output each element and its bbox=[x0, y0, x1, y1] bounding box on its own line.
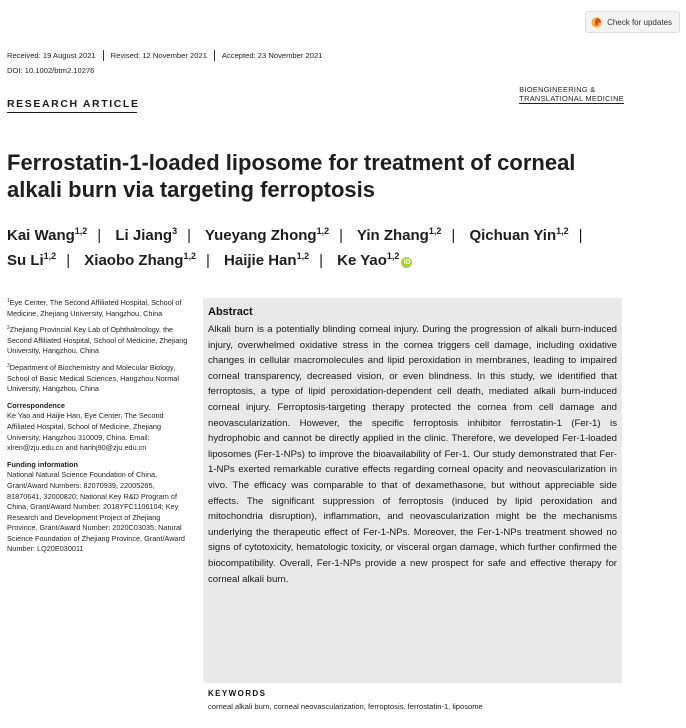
journal-name-line1: BIOENGINEERING & bbox=[519, 85, 596, 94]
author-list: Kai Wang$^{1,2}$ | Li Jiang$^3$ | Yueyang Zhong$^{1,2}$ | Yin Zhang$^{1,2}$ | Qichuan Yin$^{1,2}$ | Su Li$^{1,2}$ | Xiaobo Zhang$^{1,2}$ | Haijie Han$^{1,2}$ | Ke Yao$^{1,2}$iD bbox=[7, 226, 583, 269]
article-title: Ferrostatin-1-loaded liposome for treatment of corneal alkali burn via targeting ferroptosis bbox=[7, 150, 576, 202]
doi[interactable]: DOI: 10.1002/btm2.10276 bbox=[7, 66, 95, 75]
author[interactable]: Su Li$^{1,2}$ bbox=[7, 251, 57, 269]
affiliation: $^3$Department of Biochemistry and Molecular Biology, School of Basic Medical Sciences, Hangzhou Normal University, Hangzhou, China bbox=[7, 362, 179, 394]
funding-heading: Funding information bbox=[7, 459, 78, 469]
article-type-rule bbox=[7, 112, 137, 113]
divider bbox=[103, 50, 104, 61]
journal-logo bbox=[519, 86, 624, 104]
divider bbox=[214, 50, 215, 61]
author[interactable]: Xiaobo Zhang$^{1,2}$ bbox=[84, 251, 196, 269]
author[interactable]: Qichuan Yin$^{1,2}$ bbox=[469, 226, 569, 244]
author[interactable]: Kai Wang$^{1,2}$ bbox=[7, 226, 88, 244]
accepted-date: Accepted: 23 November 2021 bbox=[221, 51, 323, 60]
author[interactable]: Haijie Han$^{1,2}$ bbox=[224, 251, 310, 269]
abstract-text: Alkali burn is a potentially blinding corneal injury. During the progression of alkali burn-induced injury, overwhelmed oxidative stress in the cornea triggers cell damage, including oxidative changes in cellular macromolecules and lipid peroxidation in membranes, leading to impaired corneal transparency, decreased vision, or even blindness. In this study, we identified that ferroptosis, a type of lipid peroxidation-dependent cell death, mediated alkali burn-induced corneal injury. Ferroptosis-targeting therapy protected the cornea from cell damage and neovascularization. However, the specific ferroptosis inhibitor ferrostatin-1 (Fer-1) is hydrophobic and cannot be directly applied in the clinic. Therefore, we developed Fer-1-loaded liposomes (Fer-1-NPs) to improve the bioavailability of Fer-1. Our study demonstrated that Fer-1-NPs exerted remarkable curative effects regarding corneal opacity and neovascularization in vivo. The efficacy was comparable to that of dexamethasone, but without appreciable side effects. The significant suppression of ferroptosis (induced by lipid peroxidation and mitochondria disruption), inflammation, and neovascularization might be the mechanisms underlying the therapeutic effect of Fer-1-NPs. Moreover, the Fer-1-NPs treatment showed no signs of cytotoxicity, hematologic toxicity, or visceral organ damage, which further confirmed the biocompatibility. Overall, Fer-1-NPs provide a new prospect for safe and effective therapy for corneal alkali burn. bbox=[208, 324, 617, 585]
revised-date: Revised: 12 November 2021 bbox=[110, 51, 207, 60]
affiliation: $^2$Zhejiang Provincial Key Lab of Ophthalmology, the Second Affiliated Hospital, School of Medicine, Zhejiang University, Hangzhou, China bbox=[7, 325, 188, 356]
correspondence-text: Ke Yao and Haijie Han, Eye Center, The Second Affiliated Hospital, School of Medicine, Zhejiang University, Hangzhou 310009, China. Email: xlren@zju.edu.cn and hanhj90@zju.edu.cn bbox=[7, 411, 164, 453]
article-type: RESEARCH ARTICLE bbox=[7, 98, 140, 110]
funding-text: National Natural Science Foundation of China, Grant/Award Numbers: 82070939, 22005265, 81870641, 32000820; National Key R&D Program of China, Grant/Award Number: 2018YFC1106104; Key Research and Development Project of Zhejiang Province, Grant/Award Number: 2020C03035; Natural Science Foundation of Zhejiang Province, Grant/Award Number: LQ20E030011 bbox=[7, 470, 185, 554]
check-updates-icon bbox=[591, 17, 602, 28]
author[interactable]: Yueyang Zhong$^{1,2}$ bbox=[204, 226, 330, 244]
journal-name-line2: TRANSLATIONAL MEDICINE bbox=[519, 93, 624, 103]
keywords-heading: KEYWORDS bbox=[208, 689, 267, 698]
check-updates-label: Check for updates bbox=[607, 17, 672, 27]
keywords-text: corneal alkali burn, corneal neovascularization, ferroptosis, ferrostatin-1, liposome bbox=[208, 702, 483, 711]
affiliation: $^1$Eye Center, The Second Affiliated Hospital, School of Medicine, Zhejiang University, Hangzhou, China bbox=[7, 298, 182, 318]
abstract-heading: Abstract bbox=[208, 306, 253, 318]
received-date: Received: 19 August 2021 bbox=[7, 51, 96, 60]
check-for-updates-button[interactable] bbox=[585, 11, 680, 33]
correspondence-heading: Correspondence bbox=[7, 400, 65, 410]
author[interactable]: Ke Yao$^{1,2}$iD bbox=[337, 251, 411, 269]
article-info-column bbox=[7, 298, 191, 561]
orcid-icon[interactable]: iD bbox=[403, 259, 411, 266]
author[interactable]: Li Jiang$^3$ bbox=[115, 226, 178, 244]
author[interactable]: Yin Zhang$^{1,2}$ bbox=[356, 226, 442, 244]
article-dates bbox=[7, 50, 322, 61]
